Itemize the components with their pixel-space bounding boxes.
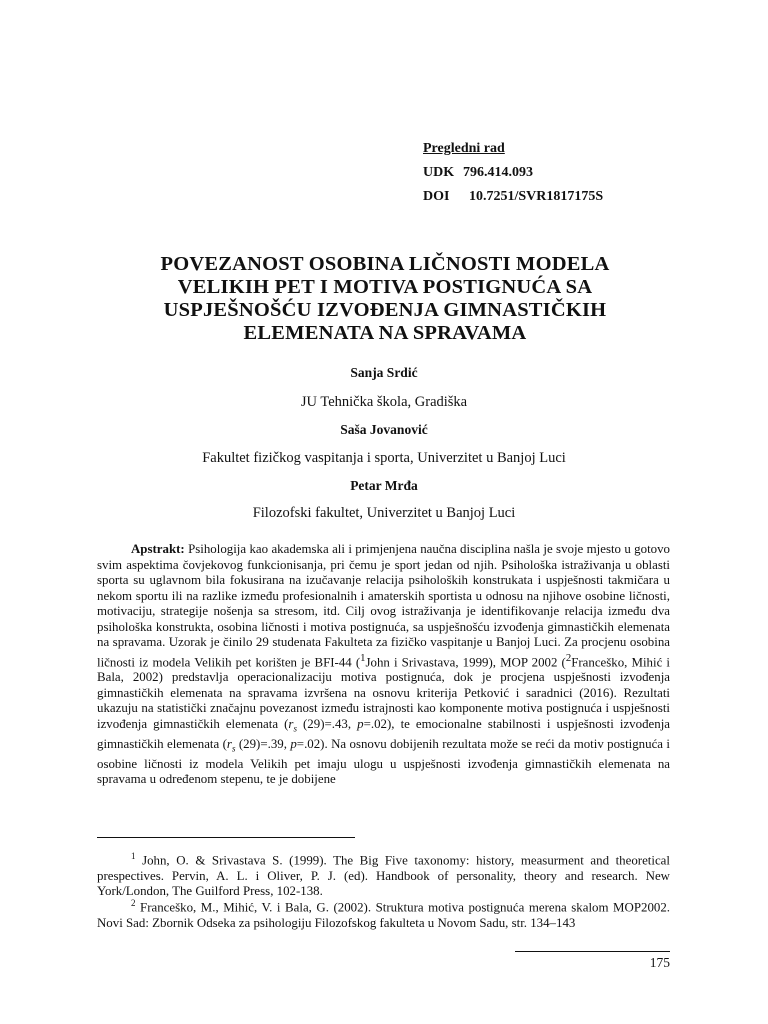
abstract-text: =.02), te emocionalne stabilnosti i uspješnosti izvođenja gimnastičkih elemenata ( [97, 716, 670, 751]
author-affiliation: Fakultet fizičkog vaspitanja i sporta, Univerzitet u Banjoj Luci [202, 450, 566, 466]
footnote-text: John, O. & Srivastava S. (1999). The Big Five taxonomy: history, measurment and theoretical prespectives. Pervin, A. L. i Oliver, P. J. (ed). Handbook of personality, theory and research. New York/London, The Guilford Press, 102-138. [97, 853, 670, 899]
doi-value: 10.7251/SVR1817175S [469, 189, 604, 204]
abstract-label: Apstrakt: [131, 542, 185, 556]
stat-symbol: $r_s$ [288, 716, 297, 734]
footnote-text: Franceško, M., Mihić, V. i Bala, G. (2002). Struktura motiva postignuća merena skalom MOP2002. Novi Sad: Zbornik Odseka za psihologiju Filozofskog fakulteta u Novom Sadu, str. 134–143 [97, 900, 671, 930]
author-name: Petar Mrđa [350, 478, 418, 493]
doi-label: DOI [423, 189, 450, 204]
udk-label: UDK [423, 165, 455, 180]
abstract-text: =.02). Na osnovu dobijenih rezultata može se reći da motiv postignuća i osobine ličnosti iz modela Velikih pet imaju ulogu u uspješnosti izvođenja gimnastičkih elemenata na spravama u određenom stepenu, te je dobijene [97, 736, 670, 787]
title-line: ELEMENATA NA SPRAVAMA [243, 322, 527, 344]
footnote [97, 896, 670, 931]
footnote-number: 2 [131, 898, 136, 908]
abstract-text: (29)=.39, [235, 736, 291, 751]
footnote-number: 1 [131, 851, 136, 861]
title-line: VELIKIH PET I MOTIVA POSTIGNUĆA SA [177, 276, 593, 298]
stat-symbol: $r_s$ [226, 736, 236, 754]
author-name: Sanja Srdić [350, 365, 418, 380]
title-line: POVEZANOST OSOBINA LIČNOSTI MODELA [160, 253, 610, 275]
footnote [97, 849, 670, 900]
abstract-text: Psihologija kao akademska ali i primjenjena naučna disciplina našla je svoje mjesto u gotovo svim aspektima čovjekovog funkcionisanja, pri čemu je sport jedan od njih. Psihološka istraživanja u oblasti sporta su uglavnom bila fokusirana na izučavanje relacija psiholoških konstrukata i uspješnosti takmičara u nekom sportu ili na razlike između profesionalnih i amaterskih sportista u odnosu na njihove osobine ličnosti, motivaciju, strategije nošenja sa stresom, itd. Cilj ovog istraživanja je identifikovanje relacija između dva psihološka konstrukta, osobina ličnosti i motiva postignuća, sa uspješnošću izvođenja gimnastičkih elemenata na spravama. Uzorak je činilo 29 studenata Fakulteta za fizičko vaspitanje u Banjoj Luci. Za procjenu osobina ličnosti iz modela Velikih pet korišten je BFI-44 ( [97, 542, 670, 669]
page-number-rule [515, 951, 670, 952]
author-affiliation: JU Tehnička škola, Gradiška [300, 394, 468, 410]
abstract [97, 542, 670, 788]
footnote-ref: 1 [360, 651, 366, 664]
footnote-ref: 2 [565, 651, 572, 664]
udk-value: 796.414.093 [463, 165, 533, 180]
page-number: 175 [649, 955, 670, 970]
doi-row [423, 185, 603, 209]
article-meta [423, 137, 603, 209]
udk-row [423, 161, 603, 185]
footnote-separator [97, 837, 355, 838]
article-type: Pregledni rad [423, 141, 505, 156]
paper-title [80, 253, 690, 345]
abstract-text: Franceško, Mihić i Bala, 2002) predstavlja operacionalizaciju motiva postignuća, dok je procjena uspješnosti izvođenja gimnastičkih elemenata na spravama izvršena na osnovu kriterija Petković i saradnici (2016). Rezultati ukazuju na statistički značajnu povezanost između istrajnosti kao komponente motiva postignuća i uspješnosti izvođenja gimnastičkih elemenata ( [97, 654, 670, 731]
title-line: USPJEŠNOŠĆU IZVOĐENJA GIMNASTIČKIH [163, 299, 607, 321]
author-name: Saša Jovanović [340, 422, 428, 437]
stat-symbol: p [290, 736, 297, 751]
stat-symbol: p [357, 716, 364, 731]
abstract-text: (29)=.43, [296, 716, 358, 731]
abstract-text: John i Srivastava, 1999), MOP 2002 ( [365, 654, 566, 669]
author-affiliation: Filozofski fakultet, Univerzitet u Banjoj Luci [252, 505, 516, 521]
